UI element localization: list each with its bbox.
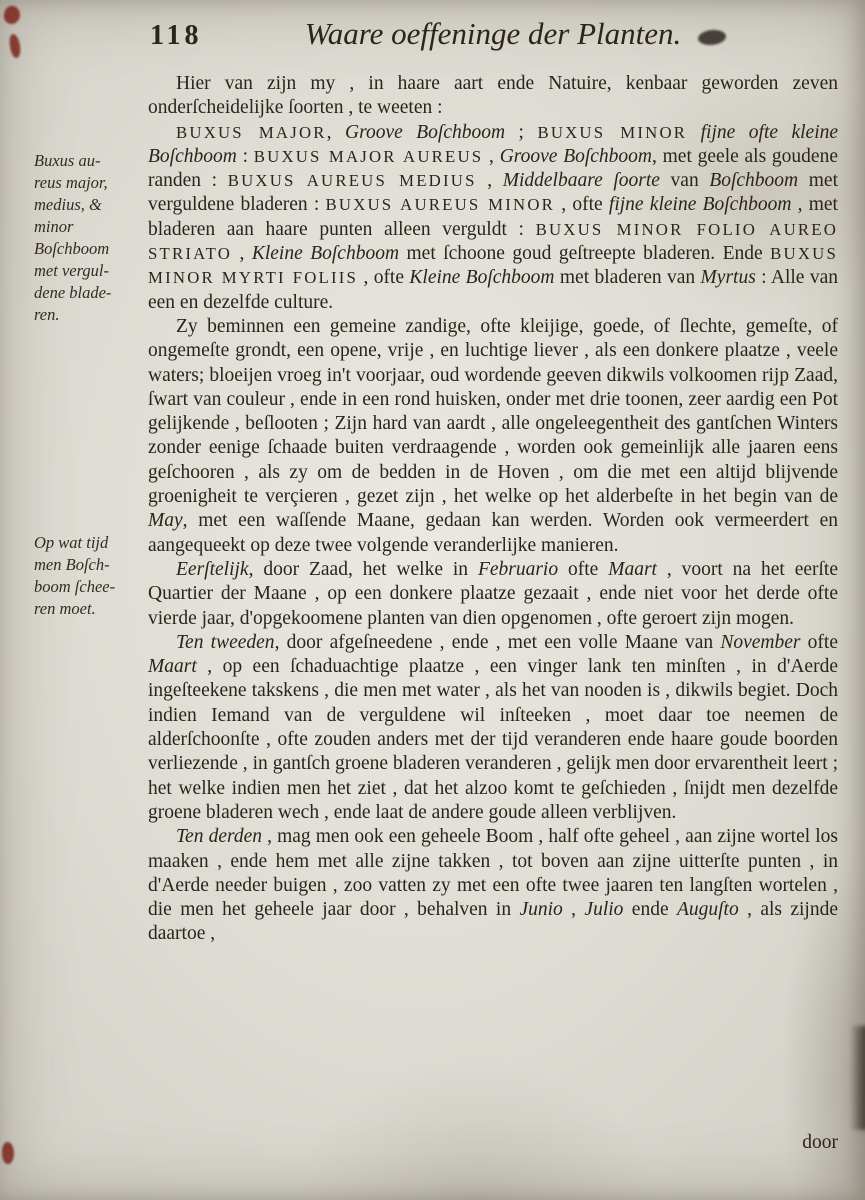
paragraph: Zy beminnen een gemeine zandige, ofte kleijige, goede, of ſlechte, gemeſte, of ongemeſte grondt, een opene, vrije , en luchtige liever , als een donkere plaatze , veele waters; bloeijen vroeg in't voorjaar, oud wordende geeven dikwils volkoomen rijp Zaad, ſwart van couleur , ende in een rond huisken, onder met drie toonen, zeer aardig een Pot gelijkende , beſlooten ; Zijn hard van aardt , alle ongeleegentheit des gantſchen Winters zonder eenige ſchaade buiten verdraagende , worden ook gemeinlijk alle jaaren eens geſchooren , als zy om de bedden in de Hoven , om die met een altijd blijvende groenigheit te verçieren , gezet zijn , het welke op het alderbeſte in het begin van de May, met een waſſende Maane, gedaan kan werden. Worden ook vermeerdert en aangequeekt op deze twee volgende veranderlijke manieren. — [148, 315, 838, 556]
catchword: door — [802, 1132, 838, 1153]
text-block — [148, 72, 838, 947]
red-ink-mark — [2, 1142, 14, 1164]
paragraph: Hier van zijn my , in haare aart ende Natuire, kenbaar geworden zeven onderſcheidelijke ſoorten , te weeten : — [148, 73, 838, 119]
margin-note: Buxus au- reus major, medius, & minor Boſchboom met vergul- dene blade- ren. — [34, 151, 112, 324]
paragraph: Eerſtelijk, door Zaad, het welke in Februario ofte Maart , voort na het eerſte Quartier der Maane , op een donkere plaatze gezaait , ende niet voor het derde ofte vierde jaar, d'opgekoomene planten van dien opgenomen , ofte geroert zijn mogen. — [148, 558, 838, 629]
running-title: Waare oeffeninge der Planten. — [304, 16, 682, 51]
paragraph: Ten derden , mag men ook een geheele Boom , half ofte geheel , aan zijne wortel los maaken , ende hem met alle zijne takken , tot boven aan zijne uitterſte punten , in d'Aerde needer buigen , zoo vatten zy met een ofte twee jaaren ten langſten wortelen , die men het geheele jaar door , behalven in Junio , Julio ende Auguſto , als zijnde daartoe , — [148, 826, 839, 945]
paragraph: Ten tweeden, door afgeſneedene , ende , met een volle Maane van November ofte Maart , op een ſchaduachtige plaatze , een vinger lank ten minſten , in d'Aerde ingeſteekene takskens , die men met water , als het van nooden is , dikwils begiet. Doch indien Iemand van de verguldene wil inſteeken , moet daar toe neemen de alderſchoonſte , ofte zouden anders met der tijd veranderen ende haare goude boorden verliezende , in gantſch groene bladeren veranderen , gelijk men door ervarentheit leert ; het welke indien men het ziet , dat het alzoo komt te geſchieden , ſnijdt men dezelfde groene bladeren wech , ende laat de andere goude alleen verblijven. — [148, 631, 838, 823]
edge-smudge — [850, 1026, 865, 1130]
margin-note: Op wat tijd men Boſch- boom ſchee- ren moet. — [34, 533, 116, 618]
red-ink-mark — [8, 33, 21, 58]
page-number: 118 — [150, 20, 203, 51]
paragraph: BUXUS MAJOR, Groove Boſchboom ; BUXUS MINOR fijne ofte kleine Boſchboom : BUXUS MAJOR AUREUS , Groove Boſchboom, met geele als goudene randen : BUXUS AUREUS MEDIUS , Middelbaare ſoorte van Boſchboom met verguldene bladeren : BUXUS AUREUS MINOR , ofte fijne kleine Boſchboom , met bladeren aan haare punten alleen verguldt : BUXUS MINOR FOLIO AUREO STRIATO , Kleine Boſchboom met ſchoone goud geſtreepte bladeren. Ende BUXUS MINOR MYRTI FOLIIS , ofte Kleine Boſchboom met bladeren van Myrtus : Alle van een en dezelfde culture. — [148, 121, 839, 313]
red-ink-mark — [2, 4, 23, 26]
